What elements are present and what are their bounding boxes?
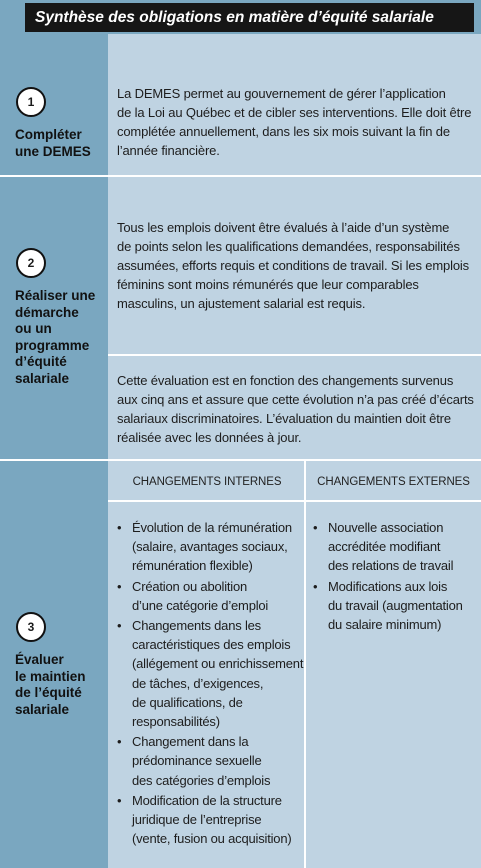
step-label-line: Compléter [15, 127, 82, 142]
text-line: caractéristiques des emplois [132, 637, 291, 653]
external-changes-list [313, 518, 478, 635]
text-line: de qualifications, de [132, 694, 243, 710]
text-line: de points selon les qualifications demandées, responsabilités [117, 239, 460, 254]
step-number-badge: 3 [16, 612, 46, 642]
text-line: des relations de travail [328, 558, 454, 574]
step-label [15, 127, 107, 160]
text-line: • Création ou abolition [132, 578, 248, 594]
text-line: rémunération flexible) [132, 558, 253, 574]
list-item [117, 616, 305, 731]
step-label [15, 288, 107, 387]
text-line: • Évolution de la rémunération [132, 520, 292, 535]
step-label-line: salariale [15, 370, 70, 386]
step-label-line: démarche [15, 304, 79, 320]
step-description [117, 84, 475, 160]
step-label-line: d’équité [15, 354, 67, 369]
text-line: accréditée modifiant [328, 539, 441, 555]
text-line: (salaire, avantages sociaux, [132, 539, 288, 555]
text-line: Tous les emplois doivent être évalués à l’aide d’un système [117, 220, 450, 235]
text-line: masculins, un ajustement salarial est requis. [117, 296, 366, 311]
row-divider [0, 175, 481, 177]
text-line: (allégement ou enrichissement [132, 656, 304, 672]
text-line: l’année financière. [117, 143, 220, 158]
step-label-line: Évaluer [15, 652, 64, 667]
text-line: des catégories d’emplois [132, 772, 271, 788]
step-label-line: programme [15, 337, 90, 353]
text-line: de la Loi au Québec et de cibler ses interventions. Elle doit être [117, 105, 472, 120]
text-line: prédominance sexuelle [132, 753, 262, 769]
text-line: aux cinq ans et assure que cette évolution n’a pas créé d’écarts [117, 392, 474, 407]
step-description [117, 218, 475, 313]
text-line: assumées, efforts requis et conditions de travail. Si les emplois [117, 258, 470, 273]
row-divider [108, 354, 481, 356]
step-label [15, 652, 107, 718]
step-label-line: salariale [15, 701, 70, 717]
step-number-badge: 1 [16, 87, 46, 117]
page-title: Synthèse des obligations en matière d’équité salariale [25, 3, 474, 32]
text-line: Cette évaluation est en fonction des changements survenus [117, 373, 454, 388]
text-line: du salaire minimum) [328, 617, 442, 633]
text-line: complétée annuellement, dans les six mois suivant la fin de [117, 124, 450, 139]
step-number-badge: 2 [16, 248, 46, 278]
text-line: juridique de l’entreprise [132, 812, 262, 828]
list-item [117, 577, 305, 615]
text-line: • Modifications aux lois [328, 578, 448, 594]
text-line: réalisée avec les données à jour. [117, 430, 302, 445]
text-line: • Changement dans la [132, 734, 249, 750]
text-line: de tâches, d’exigences, [132, 675, 264, 691]
row-divider [0, 459, 481, 461]
column-header-external: CHANGEMENTS EXTERNES [317, 476, 470, 488]
step-label-line: de l’équité [15, 685, 82, 700]
column-header-divider [108, 500, 481, 502]
text-line: du travail (augmentation [328, 597, 463, 613]
step-label-line: Réaliser une [15, 288, 96, 303]
column-header-internal: CHANGEMENTS INTERNES [132, 476, 282, 488]
text-line: salariaux discriminatoires. L’évaluation du maintien doit être [117, 411, 451, 426]
list-item [313, 577, 478, 635]
text-line: (vente, fusion ou acquisition) [132, 831, 292, 847]
text-line: La DEMES permet au gouvernement de gérer l’application [117, 86, 446, 101]
text-line: • Nouvelle association [328, 520, 444, 535]
step-label-line: le maintien [15, 668, 86, 684]
list-item [117, 791, 305, 849]
step-label-line: une DEMES [15, 143, 91, 159]
text-line: • Changements dans les [132, 618, 261, 634]
list-item [117, 518, 305, 576]
text-line: responsabilités) [132, 714, 220, 730]
list-item [117, 732, 305, 790]
text-line: féminins sont moins rémunérés que leur comparables [117, 277, 419, 292]
step-label-line: ou un [15, 321, 52, 336]
text-line: • Modification de la structure [132, 792, 282, 808]
list-item [313, 518, 478, 576]
text-line: d’une catégorie d’emploi [132, 597, 269, 613]
step-description [117, 371, 475, 447]
internal-changes-list [117, 518, 305, 849]
